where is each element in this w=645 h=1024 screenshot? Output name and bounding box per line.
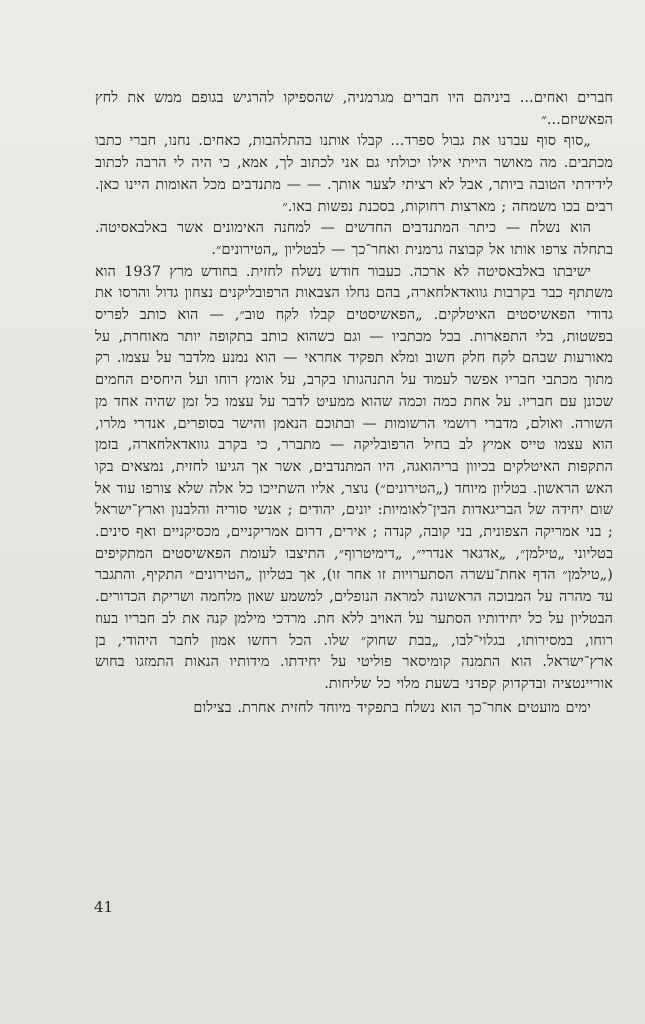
paragraph-letter-quote: „סוף סוף עברנו את גבול ספרד... קבלו אותנו בהתלהבות, כאחים. נחנו, חברי כתבו מכתבים. מה מאושר הייתי אילו יכולתי גם אני לכתוב לך, אמא, כי היה לי הרבה לכתוב לידידתי הטובה ביותר, אבל לא רציתי לצער אותך. — — מתנדבים מכל האומות היינו כאן. רבים בכו משמחה ; מארצות רחוקות, בסכנת נפשות באו.״ — [95, 133, 613, 215]
paragraph-special-mission: ימים מועטים אחר־כך הוא נשלח בתפקיד מיוחד לחזית אחרת. בצילום — [193, 699, 591, 716]
body-text — [95, 88, 613, 719]
paragraph-training-camp: הוא נשלח — כיתר המתנדבים החדשים — למחנה האימונים אשר באלבאסיטה. בתחלה צרפו אותו אל קבוצה גרמנית ואחר־כך — לבטליון „הטירונים״. — [95, 220, 613, 258]
paragraph-front-battles: ישיבתו באלבאסיטה לא ארכה. כעבור חודש נשלח לחזית. בחודש מרץ 1937 הוא משתתף כבר בקרבות גוואדאלחארה, בהם נחלו הצבאות הרפובליקנים נצחון גדול והרסו את גדודי הפאשיסטים האיטלקים. „הפאשיסטים קבלו לקח טוב״, — הוא כותב לפריס בפשטות, בלי התפארות. בכל מכתביו — וגם כשהוא כותב בתקופה יותר מאוחרת, על מאורעות שבהם לקח חלק חשוב ומלא תפקיד אחראי — הוא נמנע מלדבר על עצמו. רק מתוך מכתבי חבריו אפשר לעמוד על התנהגותו בקרב, על אומץ רוחו ועל היחסים החמים שכונן עם חבריו. על אחת כמה וכמה שהוא ממעיט לדבר על עצמו כל זמן שהיה אחד מן השורה. ואולם, מדברי רושמי הרשומות — ובתוכם הנאמן והישר בסופרים, אנדרי מלרו, הוא עצמו טייס אמיץ לב בחיל הרפובליקה — מתברר, כי בקרב גוואדאלחארה, בזמן התקפות האיטלקים בכיוון בריהואגה, היו המתנדבים, אשר אך הגיעו לחזית, נמצאים בקו האש הראשון. בטליון מיוחד („הטירונים״) נוצר, אליו השתייכו כל אלה שלא צורפו עוד אל שום יחידה של הבריגאדות הבין־לאומיות: יונים, יהודים ; אנשי סוריה והלבנון וארץ־ישראל ; בני אמריקה הצפונית, בני קובה, קנדה ; אירים, דרום אמריקניים, מכסיקניים ואף סינים. בטליוני „טילמן״, „אדגאר אנדרי״, „דימיטרוף״, התיצבו לעומת הפאשיסטים המתקיפים („טילמן״ הדף אחת־עשרה הסתערויות זו אחר זו), אך בטליון „הטירונים״ התקיף, והתגבר עד מהרה על המבוכה הראשונה למראה הנופלים, למשמע שאון מלחמה ושריקת הכדורים. הבטליון על כל יחידותיו הסתער על האויב ללא חת. מרדכי מילמן קנה את לב חבריו בעוז רוחו, במסירותו, בגלוי־לבו, „בבת שחוק״ שלו. הכל רחשו אמון לחבר היהודי, בן ארץ־ישראל. הוא התמנה קומיסאר פוליטי על יחידתו. מידותיו הנאות התמזגו בחוש אוריינטציה ובדקדוק קפדני בשעת מלוי כל שליחות. — [95, 263, 613, 692]
page-number: 41 — [94, 898, 114, 916]
paragraph-continuation: חברים ואחים... ביניהם היו חברים מגרמניה, שהספיקו להרגיש בגופם ממש את לחץ הפאשיזם...״ — [95, 90, 613, 128]
